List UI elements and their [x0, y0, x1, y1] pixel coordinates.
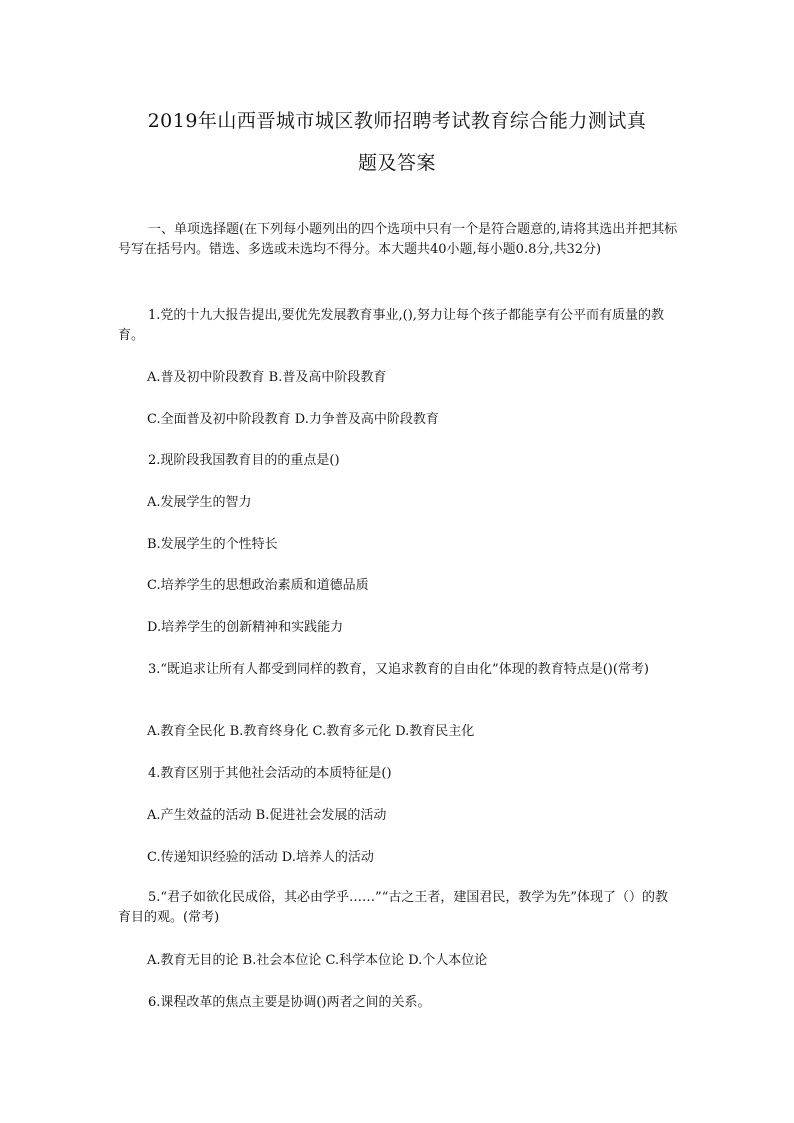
document-title-line-1: 2019年山西晋城市城区教师招聘考试教育综合能力测试真 [147, 110, 647, 132]
question-4-option-row-2: C.传递知识经验的活动 D.培养人的活动 [147, 850, 374, 865]
question-2-option-d: D.培养学生的创新精神和实践能力 [147, 620, 344, 635]
question-4-stem: 4.教育区别于其他社会活动的本质特征是() [148, 766, 392, 781]
section-intro: 一、单项选择题(在下列每小题列出的四个选项中只有一个是符合题意的,请将其选出并把其标号写在括号内。错选、多选或未选均不得分。本大题共40小题,每小题0.8分,共32分) [118, 222, 678, 257]
question-1-option-row-1: A.普及初中阶段教育 B.普及高中阶段教育 [147, 370, 387, 385]
document-title-line-2: 题及答案 [357, 152, 436, 174]
question-2-option-a: A.发展学生的智力 [147, 495, 252, 510]
question-2-option-c: C.培养学生的思想政治素质和道德品质 [147, 578, 369, 593]
question-1-stem: 1.党的十九大报告提出,要优先发展教育事业,(),努力让每个孩子都能享有公平而有质量的教育。 [118, 308, 664, 343]
question-3-option-row: A.教育全民化 B.教育终身化 C.教育多元化 D.教育民主化 [147, 724, 475, 739]
question-1-option-row-2: C.全面普及初中阶段教育 D.力争普及高中阶段教育 [147, 412, 439, 427]
question-5-stem: 5.“君子如欲化民成俗，其必由学乎……”“古之王者，建国君民，教学为先”体现了（）的教育目的观。(常考) [118, 890, 668, 925]
question-6-stem: 6.课程改革的焦点主要是协调()两者之间的关系。 [148, 995, 431, 1010]
question-5-option-row: A.教育无目的论 B.社会本位论 C.科学本位论 D.个人本位论 [147, 953, 488, 968]
question-2-option-b: B.发展学生的个性特长 [147, 537, 278, 552]
question-2-stem: 2.现阶段我国教育目的的重点是() [148, 453, 340, 468]
question-3-stem: 3.“既追求让所有人都受到同样的教育，又追求教育的自由化”体现的教育特点是()(常考) [148, 662, 649, 677]
question-4-option-row-1: A.产生效益的活动 B.促进社会发展的活动 [147, 808, 387, 823]
